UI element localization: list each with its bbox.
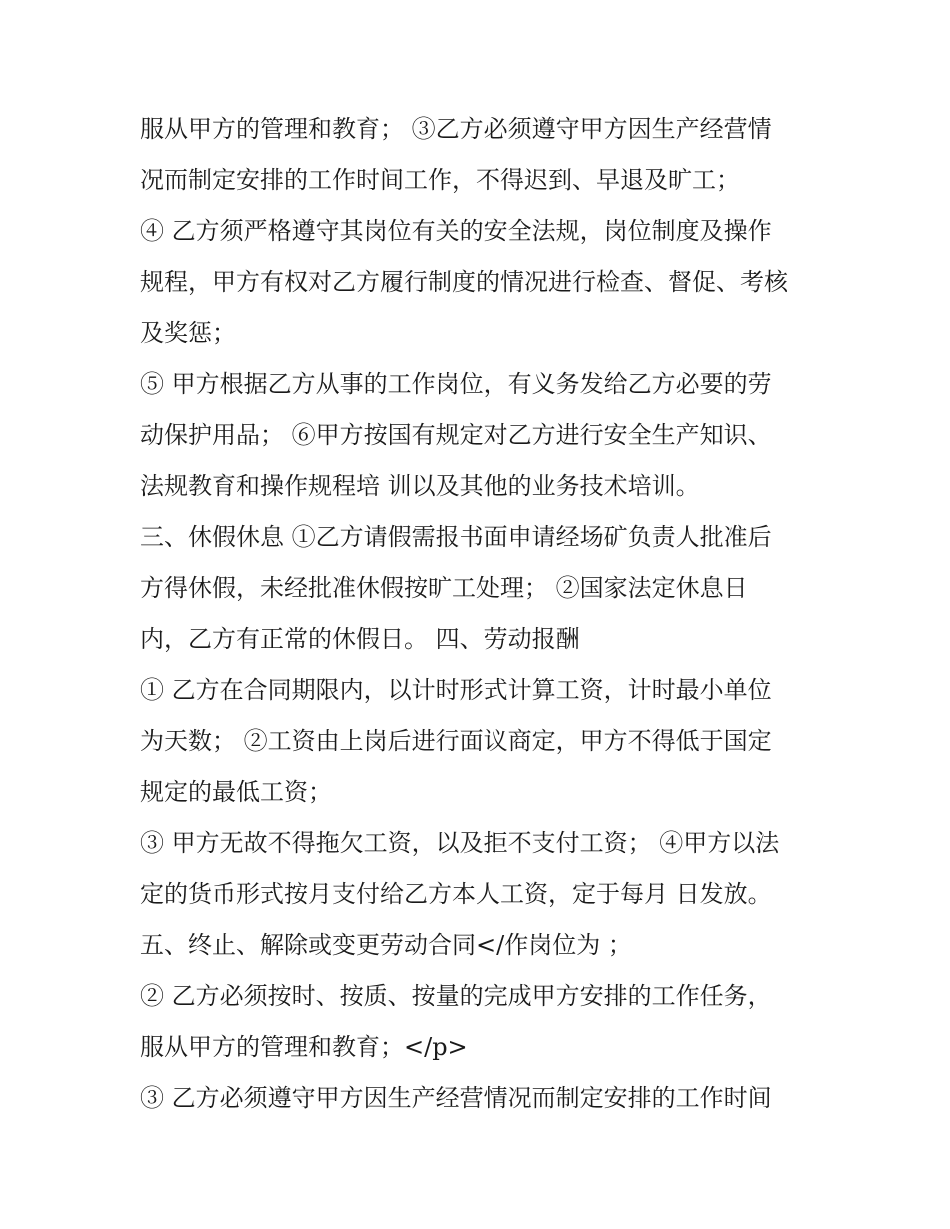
text-line: 规定的最低工资；	[140, 778, 332, 806]
text-line: ③ 乙方必须遵守甲方因生产经营情况而制定安排的工作时间	[140, 1084, 772, 1112]
text-line: ⑤ 甲方根据乙方从事的工作岗位，有义务发给乙方必要的劳	[140, 370, 772, 398]
text-line: 况而制定安排的工作时间工作，不得迟到、早退及旷工；	[140, 166, 740, 194]
text-line: 法规教育和操作规程培 训以及其他的业务技术培训。	[140, 472, 700, 500]
text-line: 方得休假，未经批准休假按旷工处理； ②国家法定休息日	[140, 574, 748, 602]
text-line: ② 乙方必须按时、按质、按量的完成甲方安排的工作任务，	[140, 982, 772, 1010]
text-line: 服从甲方的管理和教育；</p>	[140, 1033, 468, 1061]
text-line: 服从甲方的管理和教育； ③乙方必须遵守甲方因生产经营情	[140, 115, 772, 143]
text-line: 及奖惩；	[140, 319, 236, 347]
text-line: 规程，甲方有权对乙方履行制度的情况进行检查、督促、考核	[140, 268, 788, 296]
text-line: ④ 乙方须严格遵守其岗位有关的安全法规，岗位制度及操作	[140, 217, 772, 245]
document-body	[140, 104, 840, 1124]
text-line: ① 乙方在合同期限内，以计时形式计算工资，计时最小单位	[140, 676, 772, 704]
text-line: 三、休假休息 ①乙方请假需报书面申请经场矿负责人批准后	[140, 523, 772, 551]
text-line: 定的货币形式按月支付给乙方本人工资，定于每月 日发放。	[140, 880, 772, 908]
text-line: 为天数； ②工资由上岗后进行面议商定，甲方不得低于国定	[140, 727, 772, 755]
text-line: 内，乙方有正常的休假日。 四、劳动报酬	[140, 625, 580, 653]
text-line: ③ 甲方无故不得拖欠工资，以及拒不支付工资； ④甲方以法	[140, 829, 780, 857]
text-line: 动保护用品； ⑥甲方按国有规定对乙方进行安全生产知识、	[140, 421, 772, 449]
text-line: 五、终止、解除或变更劳动合同</作岗位为 ；	[140, 931, 632, 959]
